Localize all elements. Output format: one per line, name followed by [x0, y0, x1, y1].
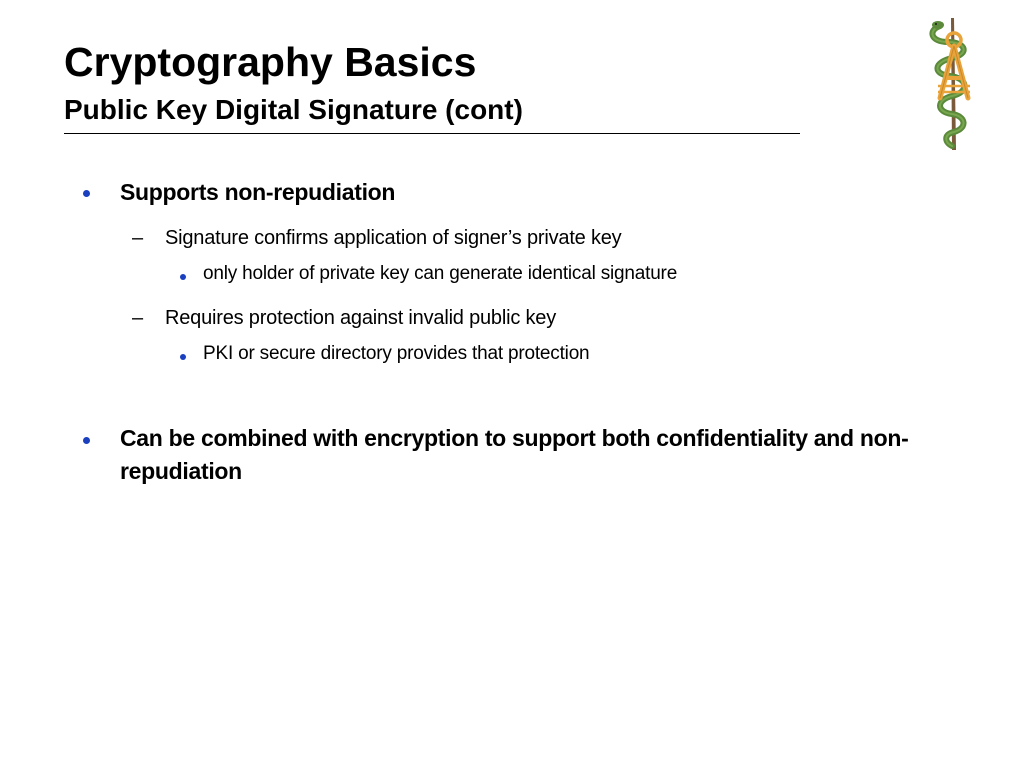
bullet-dot: [180, 274, 186, 280]
bullet-1-2-1-text: PKI or secure directory provides that protection: [203, 343, 590, 364]
bullet-dot: [83, 437, 90, 444]
slide-title: Cryptography Basics: [64, 39, 477, 85]
dash-marker: –: [132, 227, 144, 249]
dash-marker: –: [132, 307, 144, 329]
bullet-1-1-1-text: only holder of private key can generate identical signature: [203, 263, 678, 284]
bullet-1-1-text: Signature confirms application of signer’s private key: [165, 227, 622, 249]
bullet-1-2-text: Requires protection against invalid public key: [165, 307, 557, 329]
bullet-1-text: Supports non-repudiation: [120, 179, 396, 205]
bullet-2-text: Can be combined with encryption to support both confidentiality and non-repudiation: [120, 425, 909, 484]
bullet-dot: [83, 190, 90, 197]
slide-subtitle: Public Key Digital Signature (cont): [64, 94, 523, 125]
bullet-dot: [180, 354, 186, 360]
